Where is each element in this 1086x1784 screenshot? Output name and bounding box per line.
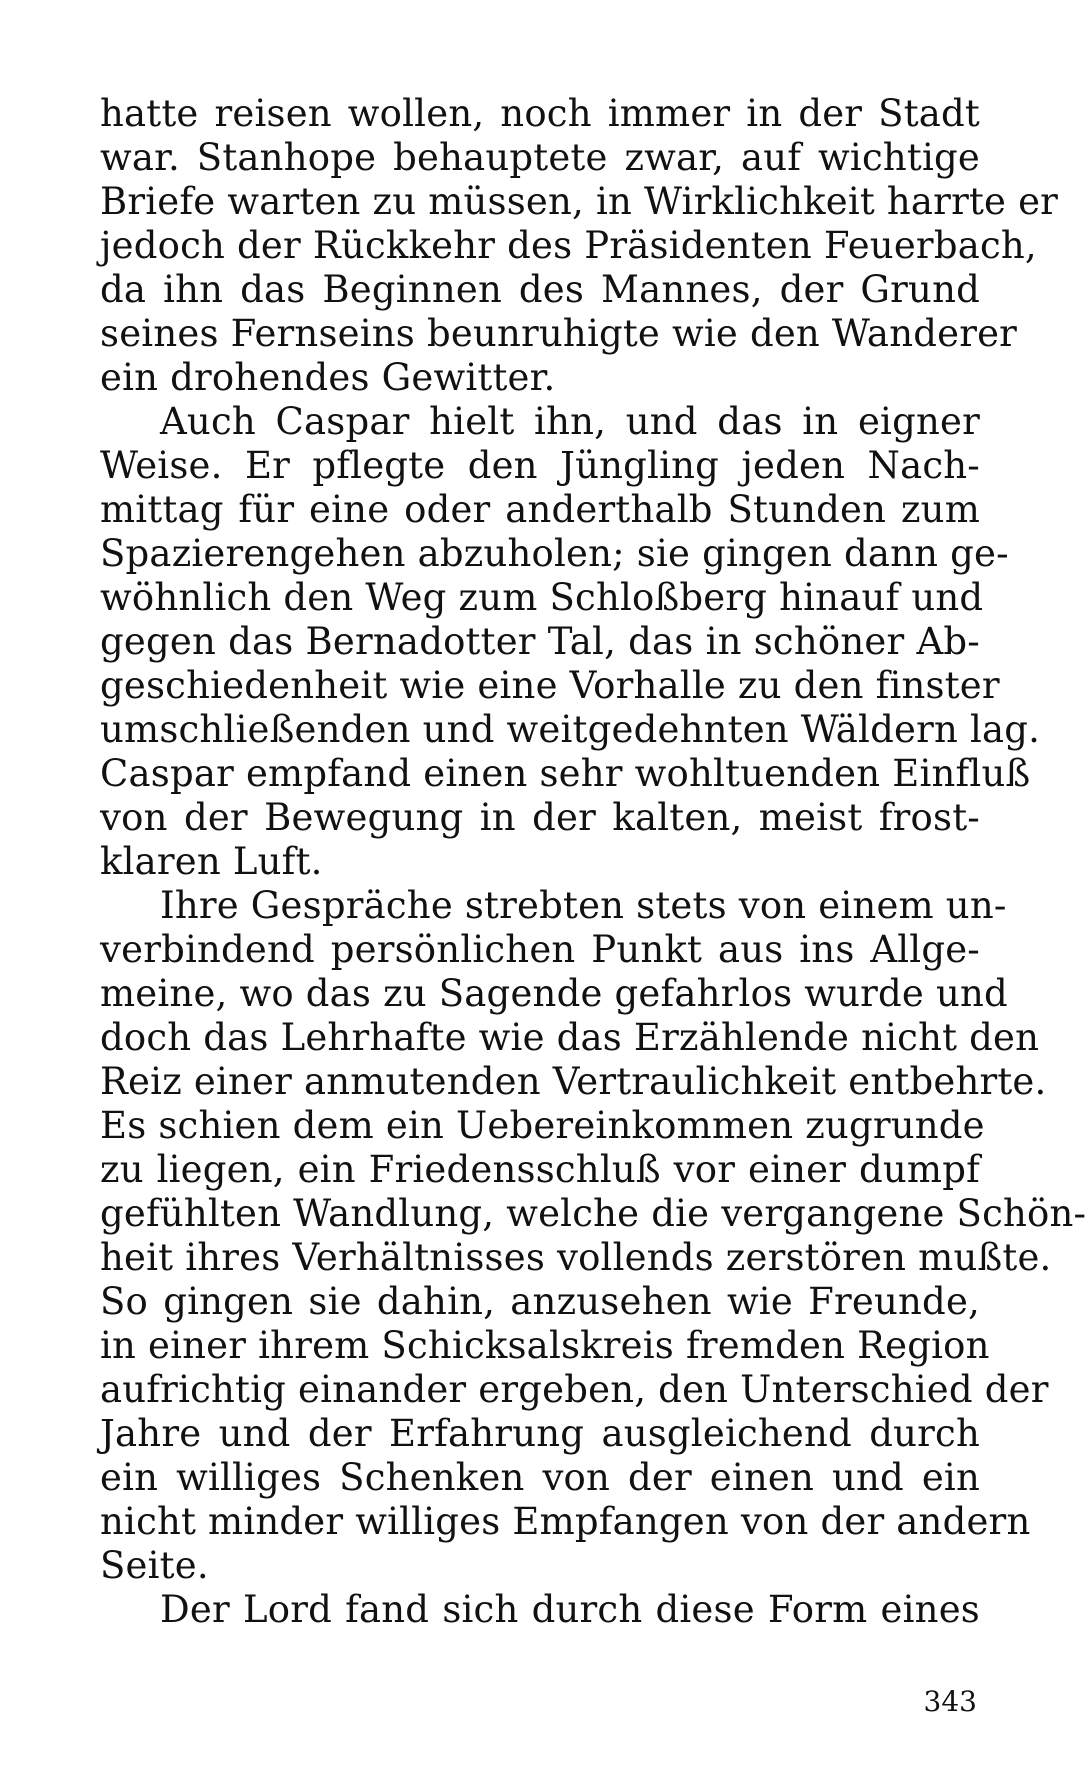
text-line: aufrichtig einander ergeben, den Unterschied der [100,1368,1049,1411]
text-line: in einer ihrem Schicksalskreis fremden Region [100,1324,990,1367]
text-line: Weise. Er pflegte den Jüngling jeden Nach- [100,444,980,487]
text-line: mittag für eine oder anderthalb Stunden zum [100,488,980,531]
page-number: 343 [923,1685,977,1718]
text-line: da ihn das Beginnen des Mannes, der Grund [100,268,980,311]
text-line: wöhnlich den Weg zum Schloßberg hinauf und [100,576,984,619]
text-line: Ihre Gespräche strebten stets von einem un- [160,884,1007,927]
text-line: jedoch der Rückkehr des Präsidenten Feuerbach, [100,224,1037,267]
text-line: Caspar empfand einen sehr wohltuenden Einfluß [100,752,1031,795]
text-line: gefühlten Wandlung, welche die vergangene Schön- [100,1192,1086,1235]
text-line: nicht minder williges Empfangen von der andern [100,1500,1031,1543]
text-line: Jahre und der Erfahrung ausgleichend durch [100,1412,980,1455]
text-line: ein drohendes Gewitter. [100,356,556,399]
text-line: Reiz einer anmutenden Vertraulichkeit entbehrte. [100,1060,1047,1103]
text-line: gegen das Bernadotter Tal, das in schöner Ab- [100,620,980,663]
text-line: heit ihres Verhältnisses vollends zerstören mußte. [100,1236,1052,1279]
paragraph-1 [100,92,1059,400]
paragraph-2 [100,400,1041,884]
text-line: seines Fernseins beunruhigte wie den Wanderer [100,312,1018,355]
text-line: hatte reisen wollen, noch immer in der Stadt [100,92,980,135]
body-text [100,92,1086,1632]
text-line: geschiedenheit wie eine Vorhalle zu den finster [100,664,1000,707]
text-line: Briefe warten zu müssen, in Wirklichkeit harrte er [100,180,1059,223]
paragraph-4 [100,1588,980,1632]
text-line: Der Lord fand sich durch diese Form eines [160,1588,980,1631]
text-line: zu liegen, ein Friedensschluß vor einer dumpf [100,1148,980,1191]
text-line: Spazierengehen abzuholen; sie gingen dann ge- [100,532,1009,575]
text-line: verbindend persönlichen Punkt aus ins Allge- [100,928,980,971]
paragraph-3 [100,884,1086,1588]
text-line: von der Bewegung in der kalten, meist frost- [100,796,980,839]
text-line: doch das Lehrhafte wie das Erzählende nicht den [100,1016,1040,1059]
text-line: So gingen sie dahin, anzusehen wie Freunde, [100,1280,980,1323]
text-line: Es schien dem ein Uebereinkommen zugrunde [100,1104,985,1147]
text-line: Seite. [100,1544,209,1587]
text-line: ein williges Schenken von der einen und ein [100,1456,980,1499]
text-line: umschließenden und weitgedehnten Wäldern lag. [100,708,1041,751]
text-line: klaren Luft. [100,840,323,883]
text-line: meine, wo das zu Sagende gefahrlos wurde und [100,972,1008,1015]
text-line: war. Stanhope behauptete zwar, auf wichtige [100,136,980,179]
text-line: Auch Caspar hielt ihn, und das in eigner [160,400,980,443]
